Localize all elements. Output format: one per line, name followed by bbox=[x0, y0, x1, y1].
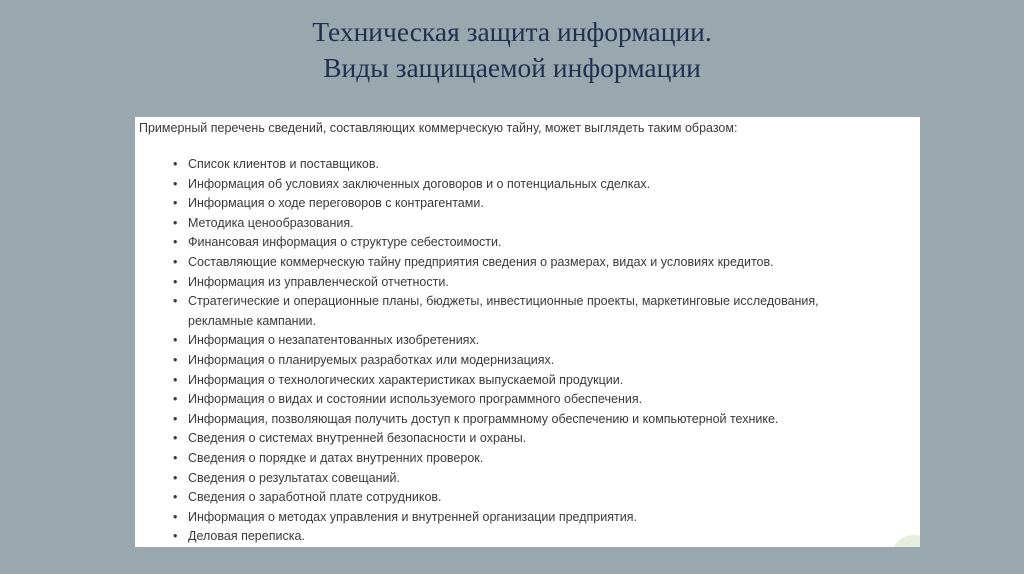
list-item-text: Сведения о системах внутренней безопасности и охраны. bbox=[188, 431, 527, 446]
list-item-text: Деловая переписка. bbox=[188, 529, 305, 544]
bullet-icon: • bbox=[173, 274, 178, 289]
list-item bbox=[135, 488, 920, 508]
bullet-icon: • bbox=[173, 431, 178, 446]
list-item-text: рекламные кампании. bbox=[188, 313, 317, 328]
list-item-text: Информация о незапатентованных изобретениях. bbox=[188, 333, 480, 348]
list-item-text: Сведения о результатах совещаний. bbox=[188, 470, 400, 485]
list-item-text: Информация, позволяющая получить доступ к программному обеспечению и компьютерной технике. bbox=[188, 411, 779, 426]
list-item bbox=[135, 390, 920, 410]
bullet-icon: • bbox=[173, 392, 178, 407]
list-item bbox=[135, 410, 920, 430]
list-item bbox=[135, 351, 920, 371]
list-item bbox=[135, 469, 920, 489]
bullet-icon: • bbox=[173, 450, 178, 465]
list-item-text: Сведения о заработной плате сотрудников. bbox=[188, 490, 442, 505]
list-item-text: Информация из управленческой отчетности. bbox=[188, 274, 449, 289]
bullet-icon: • bbox=[173, 157, 178, 171]
bullet-icon: • bbox=[173, 235, 178, 250]
list-item bbox=[135, 449, 920, 469]
intro-text: Примерный перечень сведений, составляющих коммерческую тайну, может выглядеть таким образом: bbox=[139, 121, 738, 135]
bullet-icon: • bbox=[173, 529, 178, 544]
list-item-text: Список клиентов и поставщиков. bbox=[188, 157, 379, 171]
list-item bbox=[135, 214, 920, 234]
list-item bbox=[135, 508, 920, 528]
slide-title bbox=[0, 14, 1024, 86]
bullet-icon: • bbox=[173, 411, 178, 426]
list-item bbox=[135, 175, 920, 195]
list-item-text: Методика ценообразования. bbox=[188, 215, 354, 230]
bullet-icon: • bbox=[173, 352, 178, 367]
bullet-icon: • bbox=[173, 490, 178, 505]
bullet-icon: • bbox=[173, 176, 178, 191]
list-item-text: Информация о технологических характеристиках выпускаемой продукции. bbox=[188, 372, 624, 387]
list-item-text: Стратегические и операционные планы, бюджеты, инвестиционные проекты, маркетинговые исследования, bbox=[188, 294, 819, 309]
list-item bbox=[135, 527, 920, 547]
list-item bbox=[135, 194, 920, 214]
bullet-icon: • bbox=[173, 333, 178, 348]
bullet-icon: • bbox=[173, 254, 178, 269]
trade-secret-list bbox=[135, 155, 920, 547]
content-panel bbox=[135, 117, 920, 547]
list-item-text: Составляющие коммерческую тайну предприятия сведения о размерах, видах и условиях кредитов. bbox=[188, 254, 774, 269]
bullet-icon: • bbox=[173, 196, 178, 211]
list-item-text: Сведения о порядке и датах внутренних проверок. bbox=[188, 450, 484, 465]
list-item-text: Информация о ходе переговоров с контрагентами. bbox=[188, 196, 484, 211]
bullet-icon: • bbox=[173, 215, 178, 230]
slide-title-line-2: Виды защищаемой информации bbox=[323, 52, 701, 83]
bullet-icon: • bbox=[173, 372, 178, 387]
list-item bbox=[135, 155, 920, 175]
bullet-icon: • bbox=[173, 509, 178, 524]
list-item bbox=[135, 429, 920, 449]
bullet-icon: • bbox=[173, 294, 178, 309]
list-item bbox=[135, 371, 920, 391]
list-item-text: Информация о планируемых разработках или модернизациях. bbox=[188, 352, 555, 367]
slide-title-line-1: Техническая защита информации. bbox=[312, 16, 712, 47]
list-item bbox=[135, 273, 920, 293]
list-item bbox=[135, 233, 920, 253]
list-item bbox=[135, 331, 920, 351]
list-item-text: Информация о методах управления и внутренней организации предприятия. bbox=[188, 509, 637, 524]
list-item-text: Информация о видах и состоянии используемого программного обеспечения. bbox=[188, 392, 643, 407]
bullet-icon: • bbox=[173, 470, 178, 485]
list-item-text: Финансовая информация о структуре себестоимости. bbox=[188, 235, 502, 250]
list-item bbox=[135, 292, 920, 331]
list-item-text: Информация об условиях заключенных договоров и о потенциальных сделках. bbox=[188, 176, 651, 191]
list-item bbox=[135, 253, 920, 273]
